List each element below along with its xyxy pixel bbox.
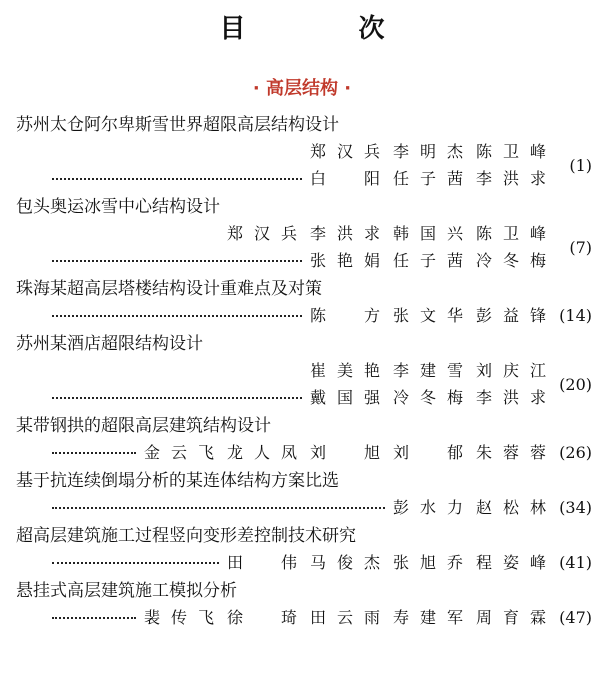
author-name: 周育霖 — [476, 608, 546, 627]
page-number: (7) — [569, 237, 592, 257]
page-number: (20) — [559, 374, 592, 394]
author-block — [214, 549, 546, 576]
author-name: 张旭乔 — [393, 553, 463, 572]
toc-entry[interactable] — [16, 331, 592, 411]
page-number: (14) — [559, 306, 592, 325]
author-name: 马俊杰 — [310, 553, 380, 572]
page-number: (41) — [559, 553, 592, 572]
toc-entry-body — [16, 439, 592, 466]
toc-entry-body — [16, 604, 592, 631]
author-name: 程姿峰 — [476, 553, 546, 572]
toc-entry-title: 某带钢拱的超限高层建筑结构设计 — [16, 416, 271, 436]
page-number: (47) — [559, 608, 592, 627]
toc-entry-body — [16, 220, 592, 274]
toc-entry[interactable] — [16, 194, 592, 274]
author-block — [297, 357, 546, 411]
toc-entry[interactable] — [16, 112, 592, 192]
author-name: 徐 琦 — [227, 608, 297, 627]
author-row — [297, 357, 546, 384]
toc-entry-title: 包头奥运冰雪中心结构设计 — [16, 197, 220, 217]
author-name: 寿建军 — [393, 608, 463, 627]
author-name: 陈 方 — [310, 306, 380, 325]
author-name: 刘庆江 — [476, 361, 546, 380]
author-row — [297, 138, 546, 165]
author-name: 张文华 — [393, 306, 463, 325]
author-name: 郑汉兵 — [310, 142, 380, 161]
author-name: 刘 郁 — [393, 443, 463, 462]
author-block — [214, 220, 546, 274]
toc-entry[interactable] — [16, 468, 592, 521]
author-name: 任子茜 — [393, 251, 463, 270]
author-name: 李洪求 — [476, 388, 546, 407]
author-row — [214, 220, 546, 247]
toc-entry-body — [16, 549, 592, 576]
author-row — [297, 302, 546, 329]
toc-entry[interactable] — [16, 578, 592, 631]
author-block — [131, 439, 546, 466]
page-number: (26) — [559, 443, 592, 462]
author-row — [131, 439, 546, 466]
dot-leader — [52, 452, 136, 454]
toc-entry-title: 珠海某超高层塔楼结构设计重难点及对策 — [16, 279, 322, 299]
toc-entry[interactable] — [16, 413, 592, 466]
author-name: 李洪求 — [476, 169, 546, 188]
author-name: 彭益锋 — [476, 306, 546, 325]
toc-entry-body — [16, 357, 592, 411]
author-name: 李建雪 — [393, 361, 463, 380]
dot-leader — [52, 507, 385, 509]
author-name: 朱蓉蓉 — [476, 443, 546, 462]
author-name: 张艳娟 — [310, 251, 380, 270]
toc-entry-title: 苏州太仓阿尔卑斯雪世界超限高层结构设计 — [16, 115, 339, 135]
dot-leader — [52, 315, 302, 317]
author-name: 李洪求 — [310, 224, 380, 243]
author-row — [214, 549, 546, 576]
toc-entry[interactable] — [16, 523, 592, 576]
author-name: 龙人凤 — [227, 443, 297, 462]
author-name: 白 阳 — [310, 169, 380, 188]
author-block — [297, 138, 546, 192]
author-name: 崔美艳 — [310, 361, 380, 380]
toc-entry-title: 苏州某酒店超限结构设计 — [16, 334, 203, 354]
author-block — [297, 302, 546, 329]
author-name: 韩国兴 — [393, 224, 463, 243]
author-name: 陈卫峰 — [476, 142, 546, 161]
author-name: 任子茜 — [393, 169, 463, 188]
toc-entry-title: 超高层建筑施工过程竖向变形差控制技术研究 — [16, 526, 356, 546]
author-name: 田 伟 — [227, 553, 297, 572]
author-row — [297, 384, 546, 411]
dot-leader — [52, 260, 302, 262]
author-name: 刘 旭 — [310, 443, 380, 462]
author-name: 冷冬梅 — [476, 251, 546, 270]
author-name: 李明杰 — [393, 142, 463, 161]
toc-entry-body — [16, 302, 592, 329]
toc-entry-title: 基于抗连续倒塌分析的某连体结构方案比选 — [16, 471, 339, 491]
section-heading: · 高层结构 · — [252, 78, 352, 99]
author-block — [131, 604, 546, 631]
toc-entry[interactable] — [16, 276, 592, 329]
author-name: 金云飞 — [144, 443, 214, 462]
toc-entry-title: 悬挂式高层建筑施工模拟分析 — [16, 581, 237, 601]
author-name: 彭水力 — [393, 498, 463, 517]
author-name: 陈卫峰 — [476, 224, 546, 243]
page-title: 目 次 — [219, 14, 437, 44]
dot-leader — [52, 617, 136, 619]
toc-entry-body — [16, 138, 592, 192]
page-number: (34) — [559, 498, 592, 517]
author-row — [380, 494, 546, 521]
author-name: 赵松林 — [476, 498, 546, 517]
author-name: 冷冬梅 — [393, 388, 463, 407]
dot-leader — [52, 397, 302, 399]
dot-leader — [52, 562, 219, 564]
page-number: (1) — [569, 155, 592, 175]
toc-entries — [16, 112, 592, 633]
author-row — [131, 604, 546, 631]
toc-entry-body — [16, 494, 592, 521]
author-name: 裴传飞 — [144, 608, 214, 627]
author-name: 郑汉兵 — [227, 224, 297, 243]
author-row — [297, 165, 546, 192]
author-name: 戴国强 — [310, 388, 380, 407]
author-block — [380, 494, 546, 521]
author-name: 田云雨 — [310, 608, 380, 627]
dot-leader — [52, 178, 302, 180]
